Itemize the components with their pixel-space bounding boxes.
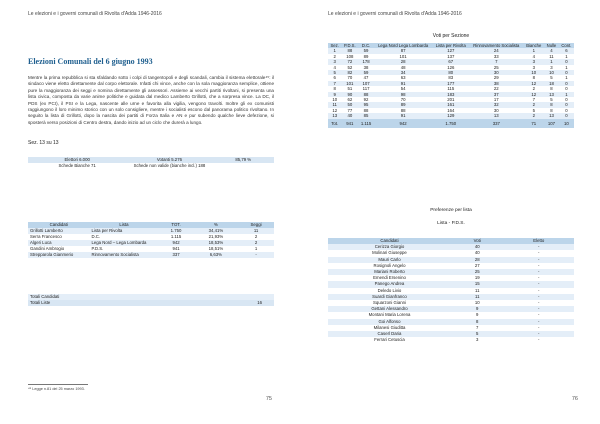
votes-cell: 67 (448, 59, 454, 65)
votes-cell: 91 (400, 113, 406, 119)
votes-cell: 11 (332, 102, 337, 108)
preference-cell: - (538, 287, 540, 293)
votes-cell: 89 (400, 102, 406, 108)
totals-table (28, 294, 274, 306)
votes-cell: 177 (447, 80, 455, 86)
candidate-seggi: 11 (253, 228, 259, 233)
votes-cell: 3 (550, 64, 553, 70)
votes-cell: 115 (447, 86, 455, 92)
candidate-name: Strepparola Gianmerio (30, 252, 74, 257)
votes-total-cell: 1.750 (445, 120, 457, 126)
votes-header-cell: Sez. (330, 43, 339, 48)
preference-cell: Cerizza Giorgio (374, 244, 405, 250)
schede-bianche: Schede Bianche 71 (58, 163, 96, 168)
candidate-pct: 18,51% (208, 246, 224, 251)
preference-cell: Squarzoni Gianni (373, 300, 406, 306)
votes-total-cell: 337 (492, 120, 500, 126)
votes-cell: 5 (550, 75, 553, 81)
candidate-pct: 21,93% (208, 234, 224, 239)
votes-cell: 183 (447, 91, 455, 97)
preferences-list-name: Lista - P.D.S. (437, 221, 465, 226)
votes-cell: 0 (565, 107, 568, 113)
votes-cell: 10 (332, 97, 338, 103)
running-head-right: Le elezioni e i governi comunali di Rivolta d'Adda 1946-2016 (328, 11, 462, 17)
votes-cell: 70 (400, 97, 406, 103)
preference-cell: Gettani Alessandro (371, 306, 408, 312)
candidate-lista: Lista per Rivolta (91, 228, 123, 233)
votes-cell: 1 (565, 64, 568, 70)
votes-cell: 82 (347, 70, 353, 76)
preferences-title: Preferenze per lista (430, 208, 472, 213)
votanti: Votanti 5.276 (156, 157, 182, 162)
votes-cell: 77 (347, 107, 353, 113)
votes-cell: 38 (493, 80, 499, 86)
elettori: Elettori 6.000 (64, 157, 90, 162)
votes-cell: 88 (363, 91, 369, 97)
votes-cell: 18 (549, 80, 554, 86)
votes-cell: 5 (333, 70, 336, 76)
votes-cell: 22 (493, 86, 499, 92)
votes-cell: 62 (347, 97, 353, 103)
candidates-header-cell: Candidati (49, 222, 68, 227)
votes-cell: 7 (495, 59, 498, 65)
votes-cell: 0 (565, 113, 568, 119)
preference-cell: Milanesi Giuditta (373, 324, 406, 330)
candidate-seggi: 2 (254, 240, 258, 245)
schede-nulle: Schede non valide (bianche incl.) 188 (133, 163, 206, 168)
preference-cell: 3 (476, 337, 479, 343)
votes-cell: 89 (363, 53, 369, 59)
votes-cell: 12 (332, 107, 338, 113)
votes-header-cell: Bianche (526, 43, 542, 48)
votes-cell: 2 (333, 53, 336, 59)
preference-cell: 27 (474, 262, 480, 268)
votes-cell: 13 (493, 113, 499, 119)
candidate-tot: 1.750 (170, 228, 182, 233)
candidate-lista: D.C. (91, 234, 101, 239)
sezione-count: Sez. 13 su 13 (28, 140, 59, 146)
candidate-row (28, 252, 274, 258)
votes-cell: 80 (448, 70, 454, 76)
votes-cell: 1 (532, 48, 535, 54)
votes-cell: 1 (565, 75, 568, 81)
candidate-seggi: 2 (254, 234, 258, 239)
votes-cell: 178 (362, 59, 370, 65)
votes-header-cell: D.C. (361, 43, 371, 48)
votes-total-row (328, 119, 574, 128)
candidate-name: Grillotti Lamberto (30, 228, 63, 233)
votes-cell: 0 (565, 97, 568, 103)
votes-cell: 2 (532, 86, 535, 92)
votes-cell: 70 (347, 75, 353, 81)
candidate-tot: 942 (172, 240, 180, 245)
preference-cell: Panego Andrea (374, 281, 405, 287)
preference-cell: 40 (474, 244, 480, 250)
preference-cell: 19 (474, 275, 480, 281)
votes-cell: 3 (333, 59, 336, 65)
votes-cell: 25 (493, 64, 499, 70)
candidates-table (28, 222, 274, 258)
votes-cell: 9 (333, 91, 336, 97)
votes-total-cell: 10 (564, 120, 569, 126)
votes-cell: 8 (550, 107, 553, 113)
votes-cell: 34 (400, 70, 406, 76)
preference-cell: 28 (474, 256, 480, 262)
votes-cell: 129 (447, 113, 455, 119)
votes-cell: 107 (362, 80, 370, 86)
preference-row (328, 337, 574, 343)
preference-cell: Mauri Carlo (378, 256, 401, 262)
running-head-left: Le elezioni e i governi comunali di Rivolta d'Adda 1946-2016 (28, 11, 162, 17)
votes-cell: 7 (333, 80, 336, 86)
votes-cell: 2 (532, 113, 535, 119)
votes-cell: 88 (400, 107, 406, 113)
votes-cell: 59 (363, 48, 369, 54)
votes-cell: 5 (532, 107, 535, 113)
votes-header-cell: Lista per Rivolta (435, 43, 466, 48)
votes-cell: 8 (532, 75, 535, 81)
votes-cell: 1 (550, 59, 553, 65)
votes-cell: 47 (363, 75, 369, 81)
votes-cell: 2 (532, 102, 535, 108)
votes-cell: 161 (447, 102, 455, 108)
preference-cell: - (538, 293, 540, 299)
totali-liste-seggi: 16 (257, 300, 262, 305)
votes-cell: 87 (400, 48, 406, 54)
preference-cell: 40 (474, 250, 480, 256)
preference-cell: 11 (475, 287, 480, 293)
votes-cell: 83 (448, 75, 454, 81)
preference-cell: Molinari Giuseppe (372, 250, 407, 256)
votes-cell: 48 (400, 64, 406, 70)
page-number-right: 76 (571, 396, 578, 402)
preference-cell: Goi Alfonso (378, 318, 401, 324)
votes-cell: 51 (347, 86, 353, 92)
preference-cell: - (538, 300, 540, 306)
preference-cell: - (538, 256, 540, 262)
votes-cell: 108 (346, 53, 354, 59)
votes-cell: 101 (399, 53, 407, 59)
candidates-header-cell: Lista (119, 222, 129, 227)
body-paragraph: Mentre la prima repubblica si sta sfaldando sotto i colpi di tangentopoli e degli scandali, cambia il sistema elettorale⁴⁵: il sindaco viene eletto direttamente dal corpo elettorale. Infatti chi vince, anche con la sola maggioranza semplice, ottiene pure la maggioranza dei seggi e nomina direttamente gli assessori. Assieme ai vecchi partiti rivoltani, si presenta una lista civica, composta da varie anime politiche e guidata dal medico Lamberto Grillotti, che a sorpresa vince. La DC, il PDS (ex PCI), il PSI e la Lega, nascente alle urne e favorita alla vigilia, vengono travolti. Inoltre gli ex comunisti raggiungono il loro minimo storico con un solo consigliere, mentre i socialisti escono dal panorama politico rivoltano. In seguito la lista di Grillotti, dopo la nascita dei partiti di Forza Italia e AN e pur subendo qualche lieve defezione, si sposterà verso posizioni di Centro destra, dando inizio ad un ciclo che durerà a lungo. (28, 75, 274, 125)
votes-header-cell: Rinnovamento Socialista (473, 43, 520, 48)
votes-cell: 91 (400, 80, 406, 86)
candidate-name: Gandini Ambrogio (30, 246, 65, 251)
page-number-left: 75 (265, 396, 272, 402)
preference-cell: Ferrari Cetuscia (374, 337, 405, 343)
votes-cell: 4 (532, 53, 535, 59)
preference-cell: Suardi Gianfranco (372, 293, 407, 299)
preference-cell: - (538, 275, 540, 281)
preference-cell: Rosignoli Angelo (373, 262, 406, 268)
votes-cell: 6 (565, 48, 568, 54)
preference-cell: 9 (476, 312, 479, 318)
votes-cell: 1 (333, 48, 336, 54)
preference-cell: 10 (474, 300, 480, 306)
preference-cell: 5 (476, 331, 479, 337)
preference-cell: - (538, 250, 540, 256)
votes-cell: 88 (347, 48, 353, 54)
preference-cell: - (538, 262, 540, 268)
votes-cell: 6 (333, 75, 336, 81)
candidate-tot: 1.115 (170, 234, 182, 239)
votes-cell: 8 (333, 86, 336, 92)
votes-cell: 0 (565, 102, 568, 108)
candidate-lista: Rinnovamento Socialista (91, 252, 139, 257)
votes-cell: 92 (363, 97, 369, 103)
votes-cell: 63 (400, 75, 406, 81)
votes-cell: 12 (531, 80, 537, 86)
preference-cell: Deledo Livio (377, 287, 402, 293)
candidate-pct: 34,41% (208, 228, 224, 233)
candidate-tot: 337 (172, 252, 180, 257)
votes-cell: 38 (363, 64, 369, 70)
votes-cell: 59 (363, 70, 369, 76)
candidate-seggi: - (255, 252, 257, 257)
candidate-pct: 18,53% (208, 240, 224, 245)
preference-cell: 7 (476, 324, 479, 330)
votes-total-cell: 942 (399, 120, 407, 126)
candidate-seggi: 1 (254, 246, 258, 251)
candidate-lista: P.D.S. (91, 246, 104, 251)
preference-cell: - (538, 244, 540, 250)
votes-cell: 33 (493, 53, 499, 59)
votes-cell: 98 (400, 91, 406, 97)
preference-cell: 9 (476, 306, 479, 312)
votes-cell: 40 (347, 113, 353, 119)
preference-cell: - (538, 324, 540, 330)
preference-cell: 15 (474, 281, 480, 287)
votes-total-cell: 107 (547, 120, 556, 126)
votes-cell: 117 (362, 86, 370, 92)
preferences-header-cell: Candidati (380, 238, 399, 243)
preference-cell: - (538, 337, 540, 343)
votes-cell: 32 (493, 102, 499, 108)
votes-cell: 54 (400, 86, 406, 92)
votes-cell: 101 (346, 80, 354, 86)
preference-cell: 8 (476, 318, 479, 324)
affluenza-pct: 85,79 % (235, 157, 252, 162)
votes-total-cell: 71 (531, 120, 537, 126)
votes-cell: 52 (347, 64, 353, 70)
votes-cell: 164 (447, 107, 455, 113)
preference-cell: Mariani Roberto (374, 269, 405, 275)
preference-cell: - (538, 318, 540, 324)
votes-cell: 201 (447, 97, 455, 103)
votes-header-cell: P.D.S. (344, 43, 356, 48)
votes-cell: 0 (565, 59, 568, 65)
votes-by-section-title: Voti per Sezione (432, 33, 470, 39)
candidates-header-cell: Seggi (250, 222, 262, 227)
votes-cell: 137 (447, 53, 455, 59)
votes-cell: 127 (447, 48, 455, 54)
preference-cell: - (538, 331, 540, 337)
votes-cell: 30 (493, 70, 499, 76)
votes-cell: 50 (347, 102, 353, 108)
preference-cell: - (538, 269, 540, 275)
preference-cell: Montani Maria Lorena (368, 312, 411, 318)
preference-cell: - (538, 312, 540, 318)
preference-cell: - (538, 281, 540, 287)
votes-header-cell: Cont. (561, 43, 572, 48)
votes-cell: 17 (493, 97, 499, 103)
votes-cell: 1 (565, 91, 568, 97)
preference-cell: - (538, 306, 540, 312)
votes-cell: 5 (550, 97, 553, 103)
preferences-header-cell: Eletto (533, 238, 545, 243)
candidate-name: Serra Francesco (30, 234, 62, 239)
candidate-tot: 941 (172, 246, 180, 251)
votes-cell: 28 (400, 59, 406, 65)
candidates-header-cell: % (213, 222, 218, 227)
summary-table (28, 157, 274, 169)
preference-cell: Caserl Daria (377, 331, 402, 337)
votes-cell: 4 (333, 64, 336, 70)
footnote: ⁴⁵ Legge n.81 del 25 marzo 1993. (28, 387, 85, 391)
preferences-table (328, 238, 574, 343)
votes-total-cell: 1.115 (360, 120, 372, 126)
totali-liste-label: Totali Liste (30, 300, 51, 305)
preferences-header-cell: Voti (473, 238, 481, 243)
votes-cell: 13 (332, 113, 338, 119)
votes-cell: 7 (532, 97, 535, 103)
candidates-header-cell: TOT. (171, 222, 181, 227)
votes-cell: 10 (531, 70, 537, 76)
votes-cell: 3 (532, 64, 535, 70)
votes-cell: 24 (493, 48, 499, 54)
votes-cell: 0 (565, 70, 568, 76)
votes-cell: 12 (531, 91, 537, 97)
votes-cell: 8 (550, 102, 553, 108)
votes-cell: 85 (363, 113, 369, 119)
footnote-rule (28, 384, 88, 385)
section-title: Elezioni Comunali del 6 giugno 1993 (28, 57, 153, 66)
candidate-lista: Lega Nord – Lega Lombarda (91, 240, 147, 245)
votes-cell: 72 (347, 59, 353, 65)
votes-cell: 0 (565, 80, 568, 86)
votes-total-cell: Tot. (331, 120, 339, 126)
votes-cell: 90 (347, 91, 353, 97)
votes-cell: 3 (532, 59, 535, 65)
votes-cell: 10 (549, 70, 554, 76)
votes-total-cell: 941 (346, 120, 354, 126)
votes-cell: 95 (363, 102, 369, 108)
votes-cell: 29 (493, 75, 499, 81)
votes-by-section-table (328, 43, 574, 128)
votes-cell: 88 (363, 107, 369, 113)
votes-cell: 126 (447, 64, 455, 70)
votes-header-cell: Nulle (546, 43, 557, 48)
totali-candidati-label: Totali Candidati (30, 294, 60, 299)
votes-header-cell: Lega Nord Lega Lombarda (378, 43, 429, 48)
votes-cell: 0 (565, 86, 568, 92)
preference-cell: Emendi Ersenino (373, 275, 406, 281)
votes-cell: 11 (549, 53, 554, 59)
votes-cell: 1 (565, 53, 568, 59)
votes-cell: 13 (549, 113, 554, 119)
preference-cell: 25 (474, 269, 480, 275)
votes-cell: 30 (493, 107, 499, 113)
votes-cell: 37 (493, 91, 499, 97)
candidate-pct: 6,63% (209, 252, 222, 257)
votes-cell: 4 (550, 48, 553, 54)
candidate-name: Algeri Luca (30, 240, 52, 245)
votes-cell: 13 (549, 91, 554, 97)
preference-cell: 11 (475, 293, 480, 299)
votes-cell: 8 (550, 86, 553, 92)
